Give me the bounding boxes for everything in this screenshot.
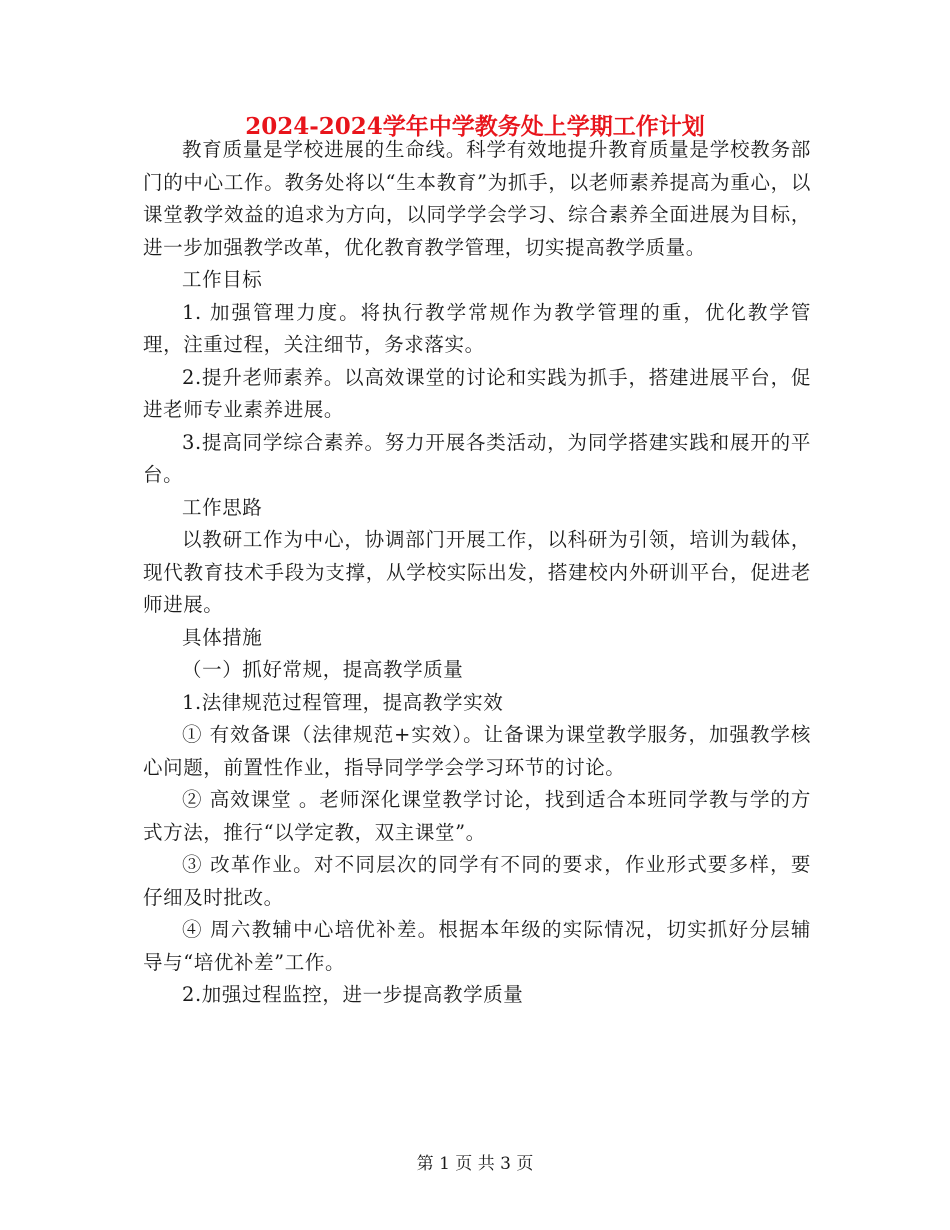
document-body bbox=[143, 134, 811, 1012]
subheading-item-2: 2.加强过程监控，进一步提高教学质量 bbox=[182, 983, 524, 1006]
document-title: 2024-2024学年中学教务处上学期工作计划 bbox=[245, 113, 705, 140]
paragraph-goal-1: 1. 加强管理力度。将执行教学常规作为教学管理的重，优化教学管理，注重过程，关注细节，务求落实。 bbox=[143, 300, 811, 356]
subheading-item-1: 1.法律规范过程管理，提高教学实效 bbox=[182, 690, 504, 714]
heading-work-approach: 工作思路 bbox=[182, 495, 263, 519]
heading-work-goals: 工作目标 bbox=[182, 268, 263, 291]
paragraph-approach: 以教研工作为中心，协调部门开展工作，以科研为引领，培训为载体，现代教育技术手段为支撑，从学校实际出发，搭建校内外研训平台，促进老师进展。 bbox=[143, 528, 811, 616]
page-footer: 第 1 页 共 3 页 bbox=[416, 1154, 534, 1174]
paragraph-measure-3: ③ 改革作业。对不同层次的同学有不同的要求，作业形式要多样，要仔细及时批改。 bbox=[143, 853, 811, 909]
heading-specific-measures: 具体措施 bbox=[182, 625, 263, 649]
paragraph-goal-2: 2.提升老师素养。以高效课堂的讨论和实践为抓手，搭建进展平台，促进老师专业素养进展。 bbox=[143, 365, 811, 421]
paragraph-measure-4: ④ 周六教辅中心培优补差。根据本年级的实际情况，切实抓好分层辅导与“培优补差”工作。 bbox=[143, 918, 811, 974]
paragraph-measure-2: ② 高效课堂 。老师深化课堂教学讨论，找到适合本班同学教与学的方式方法，推行“以学定教，双主课堂”。 bbox=[143, 788, 811, 844]
paragraph-measure-1: ① 有效备课（法律规范+实效）。让备课为课堂教学服务，加强教学核心问题，前置性作业，指导同学学会学习环节的讨论。 bbox=[143, 723, 811, 779]
paragraph-intro: 教育质量是学校进展的生命线。科学有效地提升教育质量是学校教务部门的中心工作。教务处将以“生本教育”为抓手，以老师素养提高为重心，以课堂教学效益的追求为方向，以同学学会学习、综合素养全面进展为目标，进一步加强教学改革，优化教育教学管理，切实提高教学质量。 bbox=[143, 138, 811, 259]
paragraph-goal-3: 3.提高同学综合素养。努力开展各类活动，为同学搭建实践和展开的平台。 bbox=[143, 430, 811, 486]
subheading-section-1: （一）抓好常规，提高教学质量 bbox=[182, 658, 464, 681]
